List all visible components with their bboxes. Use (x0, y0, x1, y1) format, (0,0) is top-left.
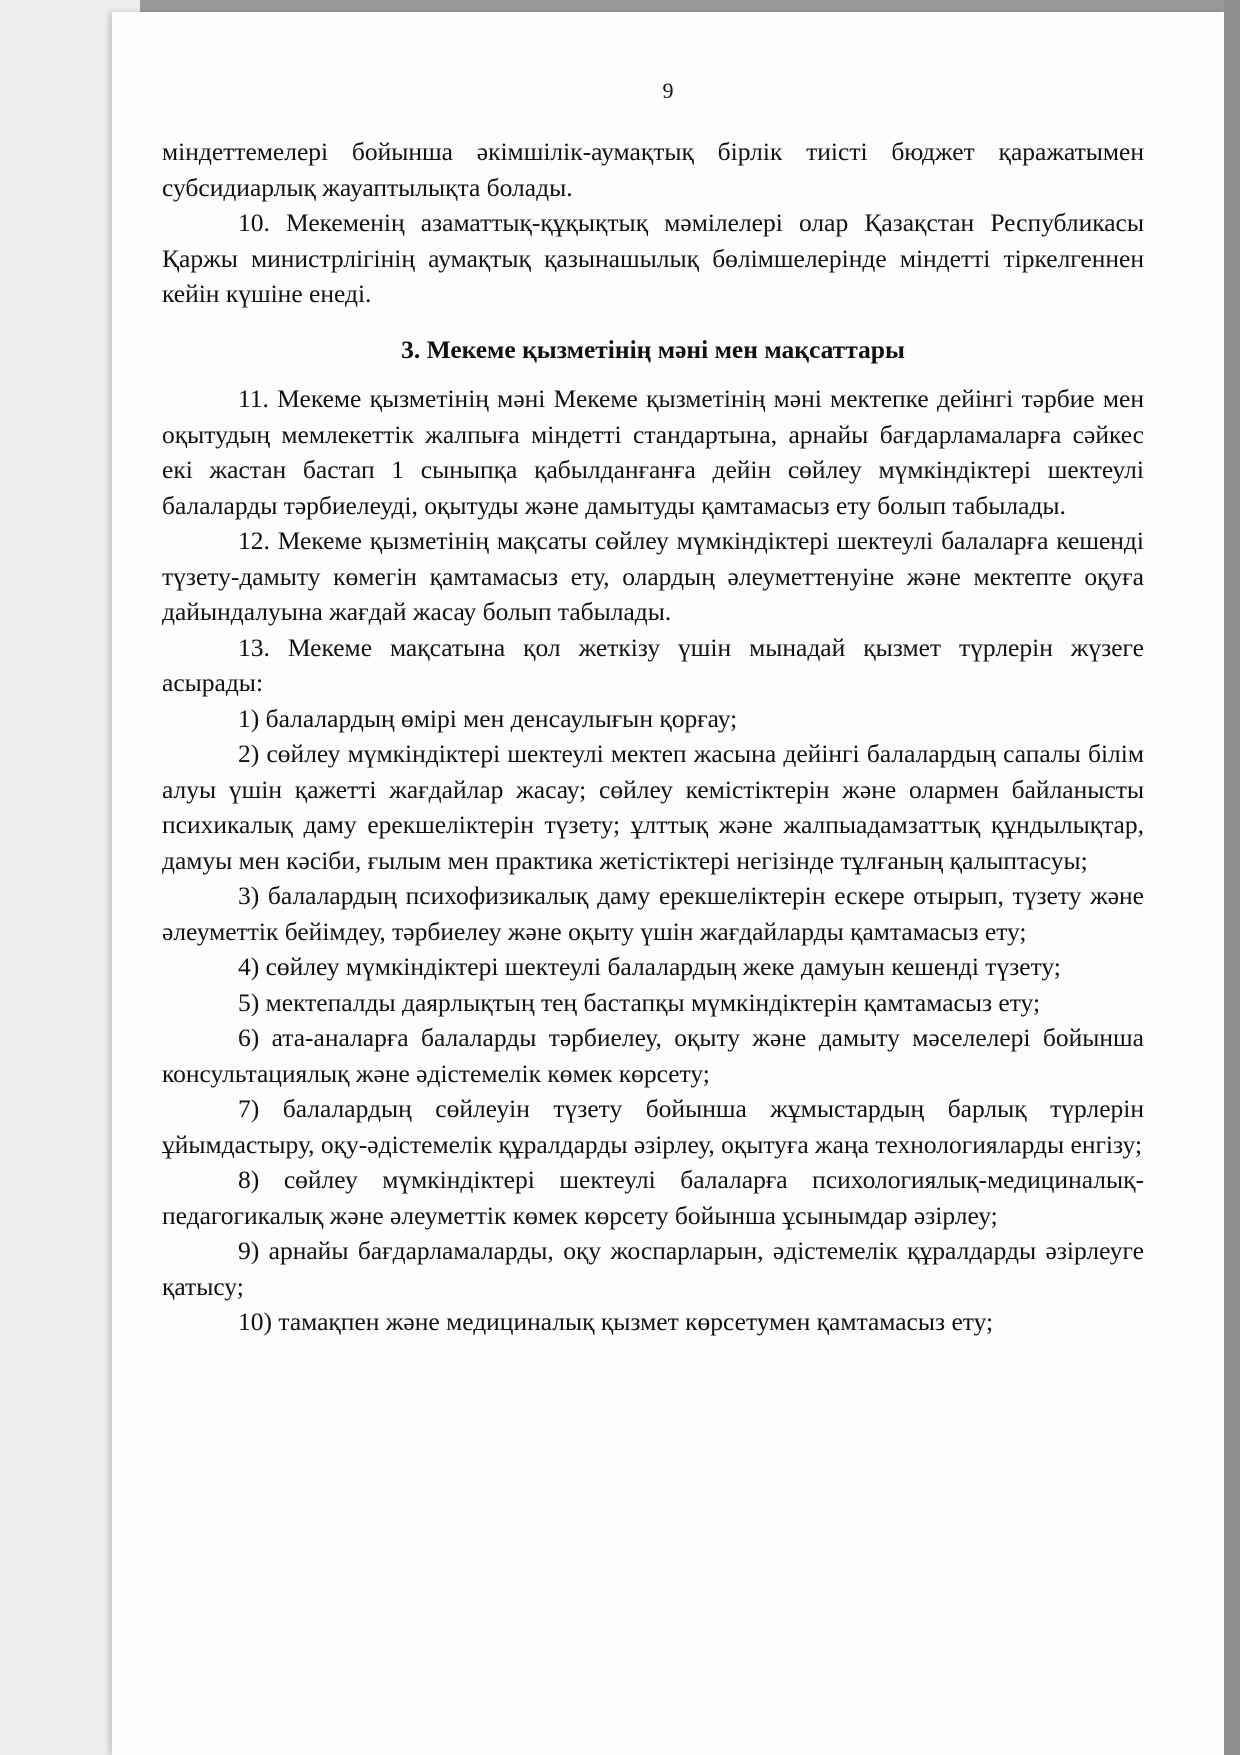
list-item-6: 6) ата-аналарға балаларды тәрбиелеу, оқыту және дамыту мәселелері бойынша консультациялық және әдістемелік көмек көрсету; (162, 1023, 1144, 1088)
list-item-9: 9) арнайы бағдарламаларды, оқу жоспарларын, әдістемелік құралдарды әзірлеуге қатысу; (162, 1236, 1144, 1301)
section-title: 3. Мекеме қызметінің мәні мен мақсаттары (401, 334, 905, 364)
list-item-1: 1) балалардың өмірі мен денсаулығын қорғау; (238, 703, 738, 733)
list-item-2: 2) сөйлеу мүмкіндіктері шектеулі мектеп жасына дейінгі балалардың сапалы білім алуы үшін қажетті жағдайлар жасау; сөйлеу кемістіктерін және олармен байланысты психикалық даму ерекшеліктерін түзету; ұлттық және жалпыадамзаттық құндылықтар, дамуы мен кәсіби, ғылым мен практика жетістіктері негізінде тұлғаның қалыптасуы; (162, 739, 1144, 875)
list-item-10: 10) тамақпен және медициналық қызмет көрсетумен қамтамасыз ету; (238, 1307, 994, 1336)
paragraph-13: 13. Мекеме мақсатына қол жеткізу үшін мынадай қызмет түрлерін жүзеге асырады: (162, 632, 1144, 697)
page-number: 9 (662, 78, 674, 103)
paragraph-10: 10. Мекеменің азаматтық-құқықтық мәмілелері олар Қазақстан Республикасы Қаржы министрлігінің аумақтық қазынашылық бөлімшелерінде міндетті тіркелгеннен кейін күшіне енеді. (162, 208, 1144, 308)
list-item-3: 3) балалардың психофизикалық даму ерекшеліктерін ескере отырып, түзету және әлеуметтік бейімдеу, тәрбиелеу және оқыту үшін жағдайларды қамтамасыз ету; (162, 881, 1144, 946)
paragraph-continuation: міндеттемелері бойынша әкімшілік-аумақтық бірлік тиісті бюджет қаражатымен субсидиарлық жауаптылықта болады. (162, 137, 1144, 202)
list-item-8: 8) сөйлеу мүмкіндіктері шектеулі балаларға психологиялық-медициналық-педагогикалық және әлеуметтік көмек көрсету бойынша ұсынымдар әзірлеу; (162, 1165, 1144, 1230)
paragraph-11: 11. Мекеме қызметінің мәні Мекеме қызметінің мәні мектепке дейінгі тәрбие мен оқытудың мемлекеттік жалпыға міндетті стандартына, арнайы бағдарламаларға сәйкес екі жастан бастап 1 сыныпқа қабылданғанға дейін сөйлеу мүмкіндіктері шектеулі балаларды тәрбиелеуді, оқытуды және дамытуды қамтамасыз ету болып табылады. (162, 384, 1144, 520)
document-body (162, 134, 1144, 1340)
scan-right-edge (1224, 0, 1240, 1755)
document-page (112, 12, 1224, 1755)
list-item-7: 7) балалардың сөйлеуін түзету бойынша жұмыстардың барлық түрлерін ұйымдастыру, оқу-әдістемелік құралдарды әзірлеу, оқытуға жаңа технологияларды енгізу; (162, 1094, 1144, 1159)
list-item-5: 5) мектепалды даярлықтың тең бастапқы мүмкіндіктерін қамтамасыз ету; (238, 987, 1041, 1017)
list-item-4: 4) сөйлеу мүмкіндіктері шектеулі балалардың жеке дамуын кешенді түзету; (238, 952, 1061, 981)
paragraph-12: 12. Мекеме қызметінің мақсаты сөйлеу мүмкіндіктері шектеулі балаларға кешенді түзету-дамыту көмегін қамтамасыз ету, олардың әлеуметтенуіне және мектепте оқуға дайындалуына жағдай жасау болып табылады. (162, 526, 1144, 626)
